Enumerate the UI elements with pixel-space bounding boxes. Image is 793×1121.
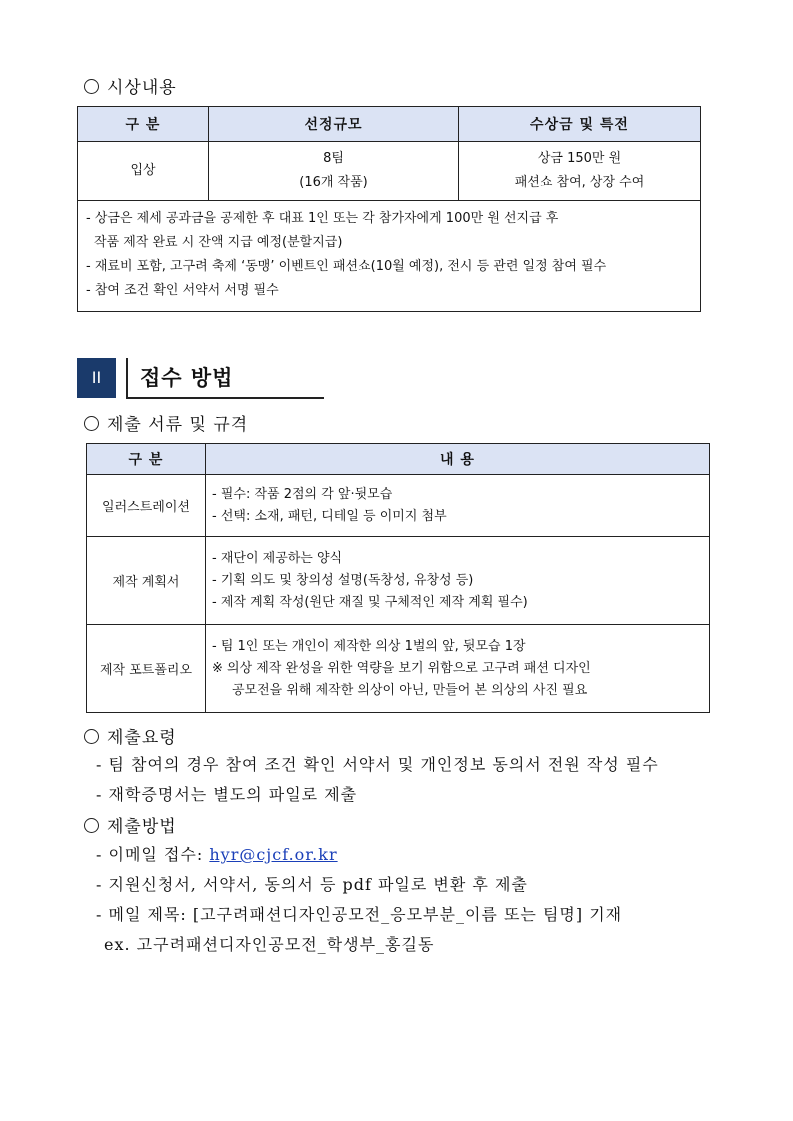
award-table-header [78,107,701,142]
award-notes-cell [78,201,701,312]
docs-section-heading [84,410,248,435]
docs-header-content: 내 용 [206,444,710,475]
method-email-line [96,842,338,865]
chapter-title: 접수 방법 [140,366,234,390]
award-section-heading [84,73,177,98]
award-section-title: 시상내용 [107,78,177,98]
docs-row-line: - 기획 의도 및 창의성 설명(독창성, 유창성 등) [212,572,474,588]
email-link[interactable]: hyr@cjcf.or.kr [209,845,338,864]
docs-row-line: 공모전을 위해 제작한 의상이 아닌, 만들어 본 의상의 사진 필요 [232,682,588,698]
chapter-number-badge: II [77,358,116,398]
docs-row-label: 제작 포트폴리오 [87,625,206,713]
method-heading [84,812,177,837]
docs-row-content [206,475,710,537]
award-note: - 재료비 포함, 고구려 축제 ‘동맹’ 이벤트인 패션쇼(10월 예정), 전시 등 관련 일정 참여 필수 [86,259,607,274]
docs-row-content [206,537,710,625]
docs-row-line: ※ 의상 제작 완성을 위한 역량을 보기 위함으로 고구려 패션 디자인 [212,660,591,676]
award-category-cell: 입상 [78,142,209,201]
chapter-underline [126,397,324,399]
circle-bullet-icon [84,79,99,94]
method-email-prefix: - 이메일 접수: [96,845,210,864]
docs-row-label: 제작 계획서 [87,537,206,625]
docs-table-row [87,475,710,537]
circle-bullet-icon [84,818,99,833]
award-scale-line: (16개 작품) [299,175,368,190]
award-header-prize: 수상금 및 특전 [459,107,701,142]
docs-section-title: 제출 서류 및 규격 [107,415,249,435]
method-item: ex. 고구려패션디자인공모전_학생부_홍길동 [104,935,435,954]
circle-bullet-icon [84,729,99,744]
award-header-scale: 선정규모 [209,107,459,142]
award-note: 작품 제작 완료 시 잔액 지급 예정(분할지급) [94,235,343,250]
docs-table-row [87,537,710,625]
award-note: - 상금은 제세 공과금을 공제한 후 대표 1인 또는 각 참가자에게 100만 원 선지급 후 [86,211,559,226]
award-table [77,106,701,312]
guidelines-title: 제출요령 [107,728,177,748]
guideline-item: - 재학증명서는 별도의 파일로 제출 [96,785,358,804]
method-item: - 지원신청서, 서약서, 동의서 등 pdf 파일로 변환 후 제출 [96,875,528,894]
award-prize-cell [459,142,701,201]
award-note: - 참여 조건 확인 서약서 서명 필수 [86,283,279,298]
chapter-divider [126,358,128,398]
method-item: - 메일 제목: [고구려패션디자인공모전_응모부분_이름 또는 팀명] 기재 [96,905,623,924]
docs-row-label: 일러스트레이션 [87,475,206,537]
docs-table [86,443,710,713]
docs-row-content [206,625,710,713]
docs-row-line: - 재단이 제공하는 양식 [212,550,343,566]
guidelines-heading [84,723,177,748]
award-prize-line: 패션쇼 참여, 상장 수여 [514,175,645,190]
award-scale-cell [209,142,459,201]
docs-row-line: - 제작 계획 작성(원단 재질 및 구체적인 제작 계획 필수) [212,594,528,610]
method-title: 제출방법 [107,817,177,837]
award-prize-line: 상금 150만 원 [537,151,622,166]
docs-table-row [87,625,710,713]
award-table-row [78,142,701,201]
docs-table-header [87,444,710,475]
circle-bullet-icon [84,416,99,431]
docs-header-category: 구 분 [87,444,206,475]
guideline-item: - 팀 참여의 경우 참여 조건 확인 서약서 및 개인정보 동의서 전원 작성 필수 [96,755,659,774]
docs-row-line: - 필수: 작품 2점의 각 앞·뒷모습 [212,486,393,502]
docs-row-line: - 선택: 소재, 패턴, 디테일 등 이미지 첨부 [212,508,447,524]
award-header-category: 구 분 [78,107,209,142]
docs-row-line: - 팀 1인 또는 개인이 제작한 의상 1벌의 앞, 뒷모습 1장 [212,638,526,654]
award-scale-line: 8팀 [323,151,344,166]
award-notes-row [78,201,701,312]
